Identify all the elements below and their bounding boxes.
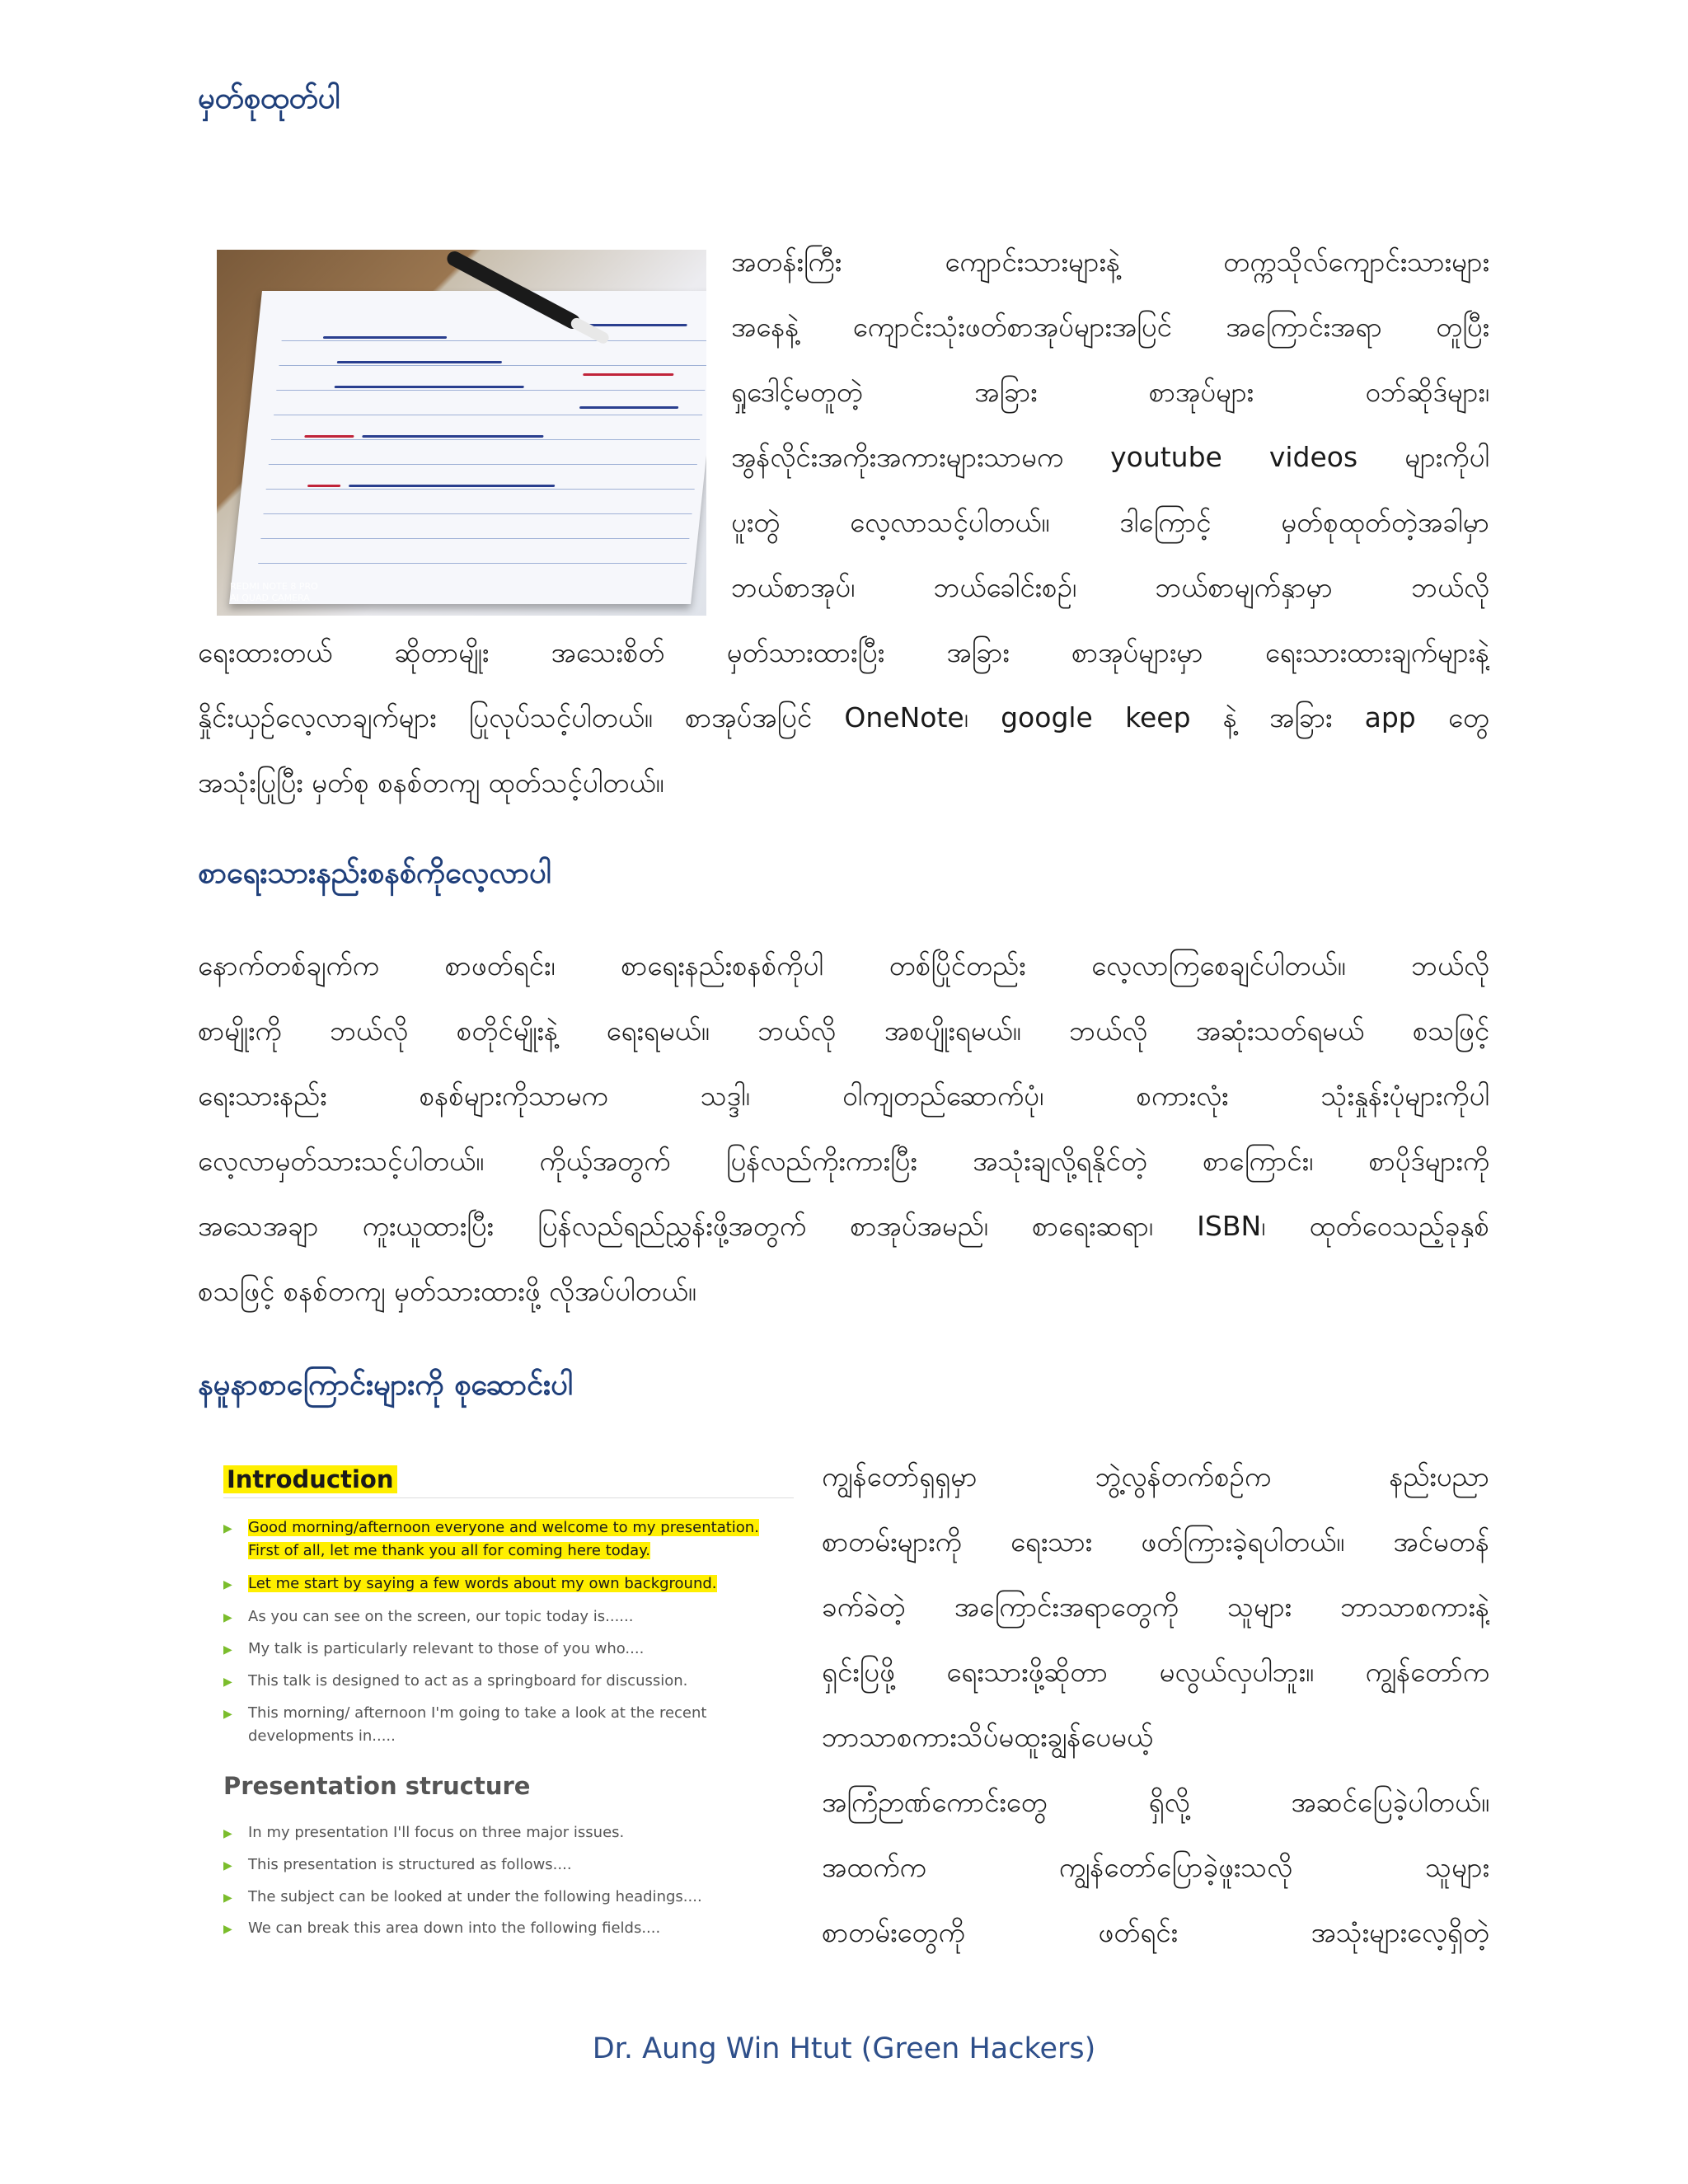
bullet-triangle-icon: ▶ <box>223 1611 232 1624</box>
text-line: ဘယ်စာအုပ်၊ ဘယ်ခေါင်းစဉ်၊ ဘယ်စာမျက်နှာမှာ ဘယ်လို <box>731 571 1489 603</box>
slide-heading-introduction: Introduction <box>223 1465 397 1493</box>
heading-study-writing: စာရေးသားနည်းစနစ်ကိုလေ့လာပါ <box>198 856 551 890</box>
slide-bullet-text: The subject can be looked at under the following headings.... <box>248 1888 702 1905</box>
bullet-triangle-icon: ▶ <box>223 1578 232 1591</box>
slide-bullet-text: As you can see on the screen, our topic today is...... <box>248 1608 634 1625</box>
text-line: အတန်းကြီး ကျောင်းသားများနဲ့ တက္ကသိုလ်ကျောင်းသားများ <box>731 246 1489 278</box>
section2-text <box>198 933 1489 1324</box>
heading-collect-sentences: နမူနာစာကြောင်းများကို စုဆောင်းပါ <box>198 1368 573 1402</box>
bullet-triangle-icon: ▶ <box>223 1923 232 1936</box>
bullet-triangle-icon: ▶ <box>223 1859 232 1872</box>
photo-watermark <box>230 581 318 604</box>
bullet-triangle-icon: ▶ <box>223 1643 232 1657</box>
notebook-photo <box>217 250 706 616</box>
slide-bullet-text: We can break this area down into the following fields.... <box>248 1919 661 1937</box>
slide-divider <box>223 1497 794 1498</box>
text-line: စာတမ်းများကို ရေးသား ဖတ်ကြားခဲ့ရပါတယ်။ အင်မတန် <box>822 1526 1489 1558</box>
slide-bullet-text: Let me start by saying a few words about my own background. <box>248 1575 717 1592</box>
slide-bullet-text: This talk is designed to act as a springboard for discussion. <box>248 1672 688 1690</box>
slide-bullet-text: In my presentation I'll focus on three major issues. <box>248 1824 625 1841</box>
text-line: အကြံဉာဏ်ကောင်းတွေ ရှိလို့ အဆင်ပြေခဲ့ပါတယ်။ <box>822 1786 1489 1818</box>
text-line: လေ့လာမှတ်သားသင့်ပါတယ်။ ကိုယ့်အတွက် ပြန်လည်ကိုးကားပြီး အသုံးချလို့ရနိုင်တဲ့ စာကြောင်း၊ စာပိုဒ်များကို <box>198 1145 1489 1177</box>
text-line: ရှုဒေါင့်မတူတဲ့ အခြား စာအုပ်များ ဝဘ်ဆိုဒ်များ၊ <box>731 376 1489 408</box>
text-line: နောက်တစ်ချက်က စာဖတ်ရင်း၊ စာရေးနည်းစနစ်ကိုပါ တစ်ပြိုင်တည်း လေ့လာကြစေချင်ပါတယ်။ ဘယ်လို <box>198 949 1489 982</box>
text-line: အသေအချာ ကူးယူထားပြီး ပြန်လည်ရည်ညွှန်းဖို့အတွက် စာအုပ်အမည်၊ စာရေးဆရာ၊ ISBN၊ ထုတ်ဝေသည့်ခုနှစ် <box>198 1210 1489 1242</box>
text-line: အထက်က ကျွန်တော်ပြောခဲ့ဖူးသလို သူများ <box>822 1851 1489 1883</box>
heading-take-notes: မှတ်စုထုတ်ပါ <box>198 82 340 115</box>
text-line: ပူးတွဲ လေ့လာသင့်ပါတယ်။ ဒါကြောင့် မှတ်စုထုတ်တဲ့အခါမှာ <box>731 506 1489 538</box>
page-footer: Dr. Aung Win Htut (Green Hackers) <box>592 2032 1096 2065</box>
watermark-line: AI QUAD CAMERA <box>230 593 310 603</box>
slide-bullet <box>223 1572 792 1596</box>
text-line: အနေနဲ့ ကျောင်းသုံးဖတ်စာအုပ်များအပြင် အကြောင်းအရာ တူပြီး <box>731 311 1489 343</box>
text-line: ရေးသားနည်း စနစ်များကိုသာမက သဒ္ဒါ၊ ဝါကျတည်ဆောက်ပုံ၊ စကားလုံး သုံးနှုန်းပုံများကိုပါ <box>198 1080 1489 1112</box>
slide-bullet-text: My talk is particularly relevant to those of you who.... <box>248 1640 645 1657</box>
slide-bullet <box>223 1886 792 1910</box>
slide-bullet <box>223 1638 792 1661</box>
section1-wrapped-text <box>731 229 1489 620</box>
section3-text <box>822 1444 1489 1965</box>
bullet-triangle-icon: ▶ <box>223 1708 232 1721</box>
slide-bullet-text: Good morning/afternoon everyone and welcome to my presentation. First of all, let me thank you all for coming here today. <box>248 1519 759 1559</box>
text-line: စသဖြင့် စနစ်တကျ မှတ်သားထားဖို့ လိုအပ်ပါတယ်။ <box>198 1275 696 1307</box>
text-line: အွန်လိုင်းအကိုးအကားများသာမက youtube videos များကိုပါ <box>731 441 1489 473</box>
bullet-triangle-icon: ▶ <box>223 1827 232 1840</box>
watermark-line: REDMI NOTE 8 PRO <box>230 581 318 592</box>
bullet-triangle-icon: ▶ <box>223 1891 232 1905</box>
slide-bullet <box>223 1821 792 1845</box>
section1-full-text <box>198 620 1489 815</box>
text-line: ခက်ခဲတဲ့ အကြောင်းအရာတွေကို သူများ ဘာသာစကားနဲ့ <box>822 1591 1489 1623</box>
bullet-triangle-icon: ▶ <box>223 1675 232 1689</box>
photo-notebook <box>229 291 706 604</box>
text-line: စာမျိုးကို ဘယ်လို စတိုင်မျိုးနဲ့ ရေးရမယ်။ ဘယ်လို အစပျိုးရမယ်။ ဘယ်လို အဆုံးသတ်ရမယ် စသဖြင့် <box>198 1015 1489 1047</box>
text-line: ကျွန်တော်ရှရှမှာ ဘွဲ့လွန်တက်စဉ်က နည်းပညာ <box>822 1460 1489 1493</box>
slide-bullet <box>223 1917 792 1941</box>
slide-bullet <box>223 1854 792 1877</box>
slide-bullet <box>223 1605 792 1629</box>
text-line: ရှင်းပြဖို့ ရေးသားဖို့ဆိုတာ မလွယ်လှပါဘူး။ ကျွန်တော်က <box>822 1656 1489 1688</box>
slide-heading-structure: Presentation structure <box>223 1772 531 1800</box>
slide-bullet <box>223 1670 792 1694</box>
text-line: ရေးထားတယ် ဆိုတာမျိုး အသေးစိတ် မှတ်သားထားပြီး အခြား စာအုပ်များမှာ ရေးသားထားချက်များနဲ့ <box>198 636 1489 668</box>
slide-bullet <box>223 1702 792 1748</box>
text-line: နှိုင်းယှဉ်လေ့လာချက်များ ပြုလုပ်သင့်ပါတယ်။ စာအုပ်အပြင် OneNote၊ google keep နဲ့ အခြား app တွေ <box>198 701 1489 733</box>
bullet-triangle-icon: ▶ <box>223 1522 232 1535</box>
text-line: စာတမ်းတွေကို ဖတ်ရင်း အသုံးများလေ့ရှိတဲ့ <box>822 1916 1489 1948</box>
text-line: အသုံးပြုပြီး မှတ်စု စနစ်တကျ ထုတ်သင့်ပါတယ်။ <box>198 766 664 799</box>
slide-bullet-text: This presentation is structured as follows.... <box>248 1856 572 1873</box>
slide-bullet-text: This morning/ afternoon I'm going to take a look at the recent developments in..... <box>248 1704 707 1745</box>
text-line: ဘာသာစကားသိပ်မထူးချွန်ပေမယ့် <box>822 1721 1153 1753</box>
presentation-slide-image <box>217 1459 800 1935</box>
slide-bullet <box>223 1516 792 1563</box>
